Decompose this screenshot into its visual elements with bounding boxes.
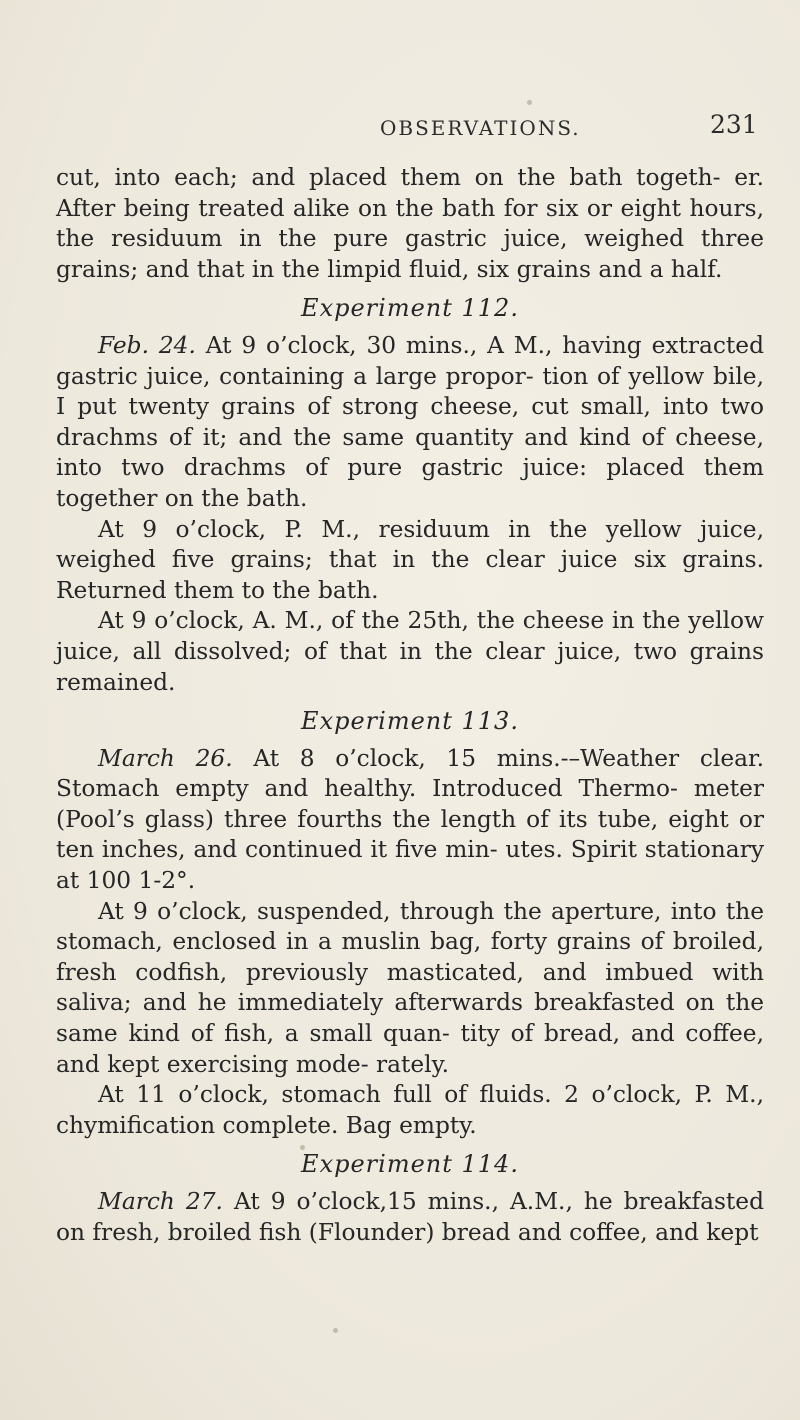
experiment-113-date: March 26. <box>98 744 233 772</box>
experiment-113-paragraph-2: At 9 o’clock, suspended, through the aperture, into the stomach, enclosed in a muslin bag, forty grains of broiled, fresh codfish, previously masticated, and imbued with saliva; and he immediately afterwards breakfasted on the same kind of fish, a small quan- tity of bread, and coffee, and kept exercising mode- rately. <box>56 897 764 1078</box>
experiment-113-paragraph-3: At 11 o’clock, stomach full of fluids. 2 o’clock, P. M., chymification complete. Bag empty. <box>56 1081 764 1139</box>
experiment-113-text-1: At 8 o’clock, 15 mins.-–Weather clear. Stomach empty and healthy. Introduced Thermo- meter (Pool’s glass) three fourths the length of its tube, eight or ten inches, and continued it five min- utes. Spirit stationary at 100 1-2°. <box>56 744 764 895</box>
running-head: OBSERVATIONS. <box>380 116 581 140</box>
experiment-114-text-1: At 9 o’clock,15 mins., A.M., he breakfasted on fresh, broiled fish (Flounder) bread and coffee, and kept <box>56 1188 764 1246</box>
page-number: 231 <box>710 110 758 139</box>
experiment-113-heading: Experiment 113. <box>301 707 519 736</box>
paragraph-continuation: cut, into each; and placed them on the bath togeth- er. After being treated alike on the bath for six or eight hours, the residuum in the pure gastric juice, weighed three grains; and that in the limpid fluid, six grains and a half. <box>56 164 764 283</box>
experiment-113-paragraph-1 <box>56 744 764 897</box>
experiment-112-heading: Experiment 112. <box>301 294 519 323</box>
experiment-114-paragraph-1 <box>56 1187 764 1248</box>
experiment-112-date: Feb. 24. <box>98 331 196 359</box>
paper-speck <box>527 100 532 105</box>
paper-speck <box>333 1328 338 1333</box>
body-text <box>56 163 764 1248</box>
experiment-114-date: March 27. <box>98 1188 223 1215</box>
experiment-112-paragraph-1 <box>56 331 764 515</box>
experiment-112-paragraph-2: At 9 o’clock, P. M., residuum in the yellow juice, weighed five grains; that in the clear juice six grains. Returned them to the bath. <box>56 515 764 604</box>
experiment-112-text-1: At 9 o’clock, 30 mins., A M., having extracted gastric juice, containing a large propor- tion of yellow bile, I put twenty grains of strong cheese, cut small, into two drachms of it; and the same quantity and kind of cheese, into two drachms of pure gastric juice: placed them together on the bath. <box>56 331 764 512</box>
experiment-114-heading: Experiment 114. <box>301 1150 519 1179</box>
experiment-112-paragraph-3: At 9 o’clock, A. M., of the 25th, the cheese in the yellow juice, all dissolved; of that in the clear juice, two grains remained. <box>56 607 764 696</box>
paper-speck <box>300 1145 305 1150</box>
